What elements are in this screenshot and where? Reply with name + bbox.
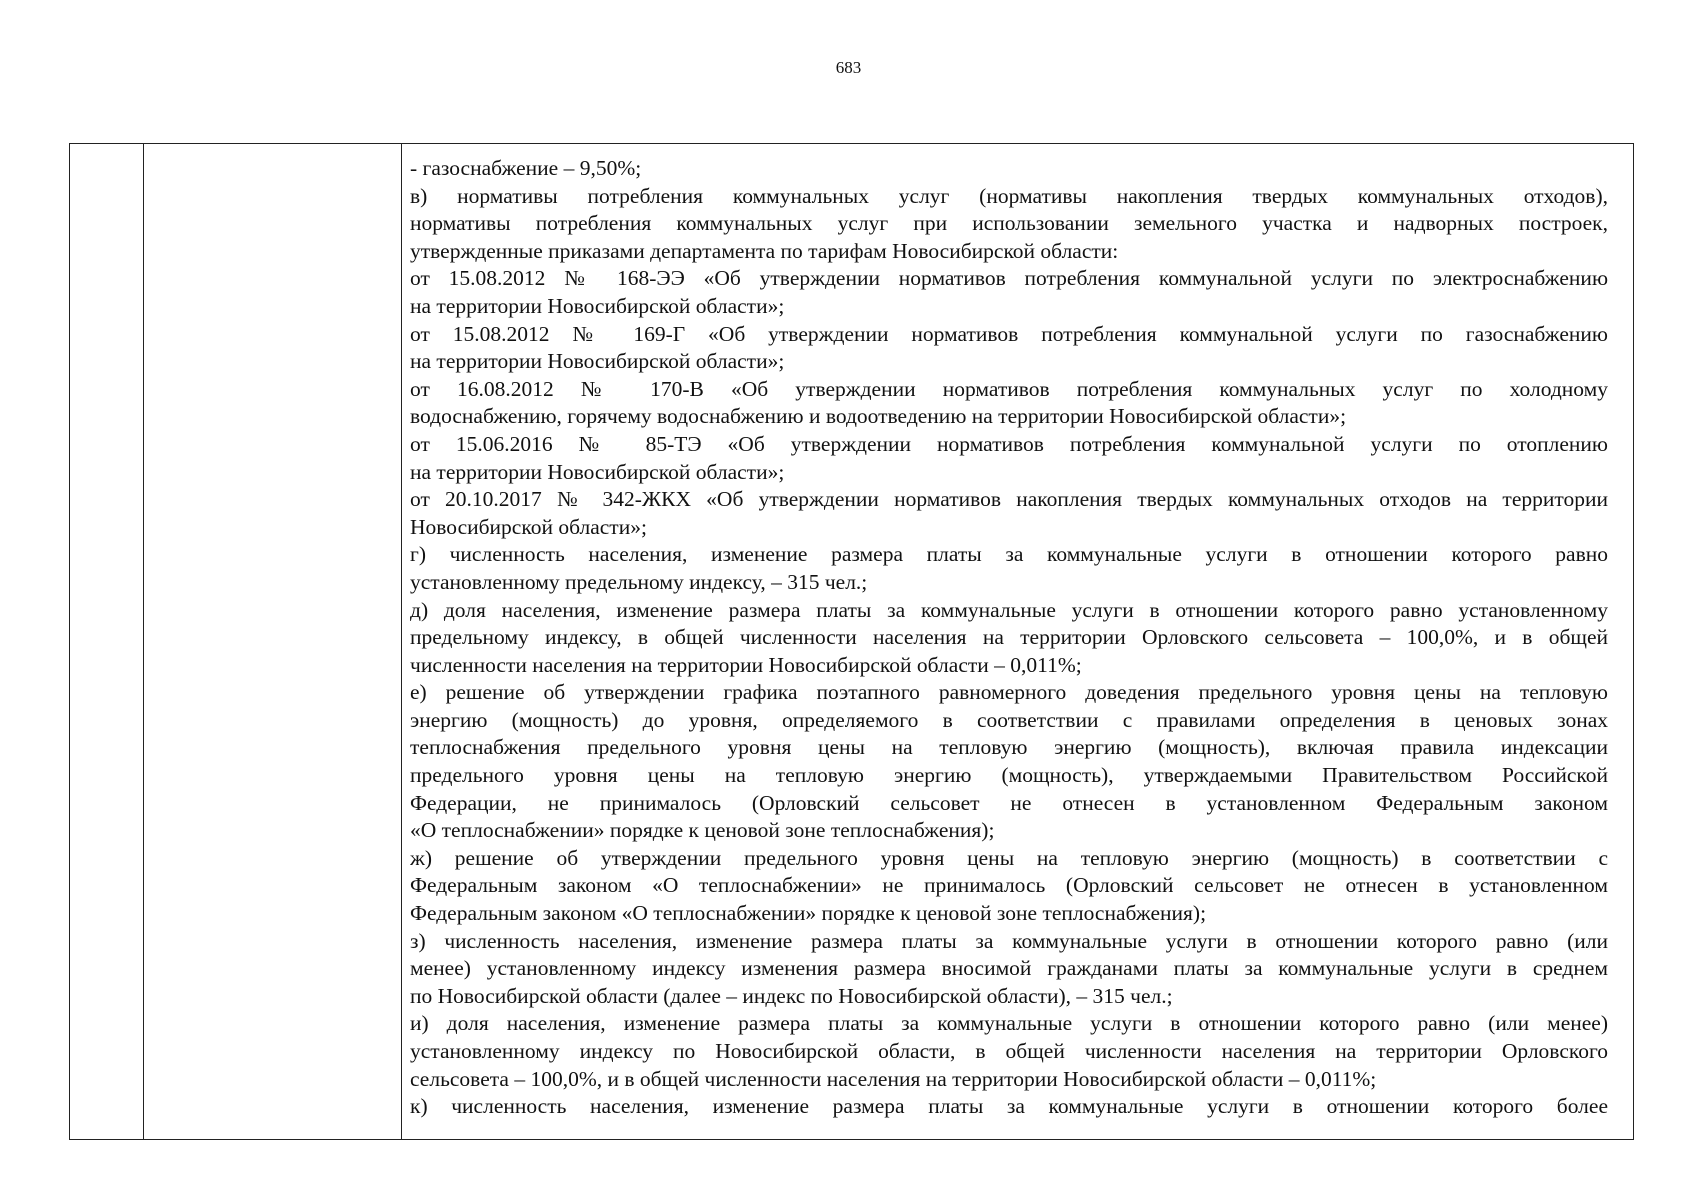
text-line: г) численность населения, изменение размера платы за коммунальные услуги в отношении которого равно xyxy=(410,542,1608,567)
text-line: к) численность населения, изменение размера платы за коммунальные услуги в отношении которого более xyxy=(410,1094,1608,1119)
text-line: е) решение об утверждении графика поэтапного равномерного доведения предельного уровня цены на тепловую xyxy=(410,680,1608,705)
text-line: по Новосибирской области (далее – индекс по Новосибирской области), – 315 чел.; xyxy=(410,983,1173,1008)
text-line: на территории Новосибирской области»; xyxy=(410,349,785,374)
text-line: от 15.08.2012 № 168-ЭЭ «Об утверждении нормативов потребления коммунальной услуги по электроснабжению xyxy=(410,266,1608,291)
text-line: теплоснабжения предельного уровня цены на тепловую энергию (мощность), включая правила индексации xyxy=(410,735,1608,760)
text-line: и) доля населения, изменение размера платы за коммунальные услуги в отношении которого равно (или менее) xyxy=(410,1011,1608,1036)
text-line: водоснабжению, горячему водоснабжению и водоотведению на территории Новосибирской области»; xyxy=(410,404,1347,429)
text-line: д) доля населения, изменение размера платы за коммунальные услуги в отношении которого равно установленному xyxy=(410,597,1608,622)
text-line: Новосибирской области»; xyxy=(410,514,647,539)
document-table xyxy=(69,143,1634,1140)
page-number: 683 xyxy=(835,58,862,77)
text-line: от 16.08.2012 № 170-В «Об утверждении нормативов потребления коммунальных услуг по холодному xyxy=(410,376,1608,401)
text-line: - газоснабжение – 9,50%; xyxy=(410,156,642,180)
text-line: от 15.06.2016 № 85-ТЭ «Об утверждении нормативов потребления коммунальной услуги по отоплению xyxy=(410,431,1608,456)
text-line: утвержденные приказами департамента по тарифам Новосибирской области: xyxy=(410,238,1119,263)
text-line: з) численность населения, изменение размера платы за коммунальные услуги в отношении которого равно (или xyxy=(410,928,1608,953)
text-line: установленному индексу по Новосибирской области, в общей численности населения на территории Орловского xyxy=(410,1039,1608,1063)
text-line: менее) установленному индексу изменения размера вносимой гражданами платы за коммунальные услуги в среднем xyxy=(410,956,1608,981)
text-line: «О теплоснабжении» порядке к ценовой зоне теплоснабжения); xyxy=(410,818,995,843)
text-line: установленному предельному индексу, – 315 чел.; xyxy=(410,569,868,594)
text-line: энергию (мощность) до уровня, определяемого в соответствии с правилами определения в ценовых зонах xyxy=(410,707,1608,732)
text-line: от 15.08.2012 № 169-Г «Об утверждении нормативов потребления коммунальной услуги по газоснабжению xyxy=(410,321,1608,346)
text-line: от 20.10.2017 № 342-ЖКХ «Об утверждении нормативов накопления твердых коммунальных отходов на территории xyxy=(410,487,1608,512)
column-divider-2 xyxy=(401,144,402,1139)
text-line: нормативы потребления коммунальных услуг при использовании земельного участка и надворных построек, xyxy=(410,211,1608,236)
text-line: ж) решение об утверждении предельного уровня цены на тепловую энергию (мощность) в соответствии с xyxy=(410,845,1608,870)
text-line: сельсовета – 100,0%, и в общей численности населения на территории Новосибирской области – 0,011%; xyxy=(410,1066,1377,1091)
column-divider-1 xyxy=(143,144,144,1139)
text-line: Федеральным законом «О теплоснабжении» порядке к ценовой зоне теплоснабжения); xyxy=(410,901,1207,926)
text-line: на территории Новосибирской области»; xyxy=(410,293,785,318)
text-line: численности населения на территории Новосибирской области – 0,011%; xyxy=(410,652,1082,677)
table-cell-text xyxy=(410,155,1608,1121)
text-line: Федеральным законом «О теплоснабжении» не принималось (Орловский сельсовет не отнесен в установленном xyxy=(410,873,1608,898)
text-line: Федерации, не принималось (Орловский сельсовет не отнесен в установленном Федеральным законом xyxy=(410,790,1608,815)
text-line: предельного уровня цены на тепловую энергию (мощность), утверждаемыми Правительством Российской xyxy=(410,763,1608,788)
text-line: в) нормативы потребления коммунальных услуг (нормативы накопления твердых коммунальных отходов), xyxy=(410,183,1608,208)
text-line: на территории Новосибирской области»; xyxy=(410,459,785,484)
text-line: предельному индексу, в общей численности населения на территории Орловского сельсовета – 100,0%, и в общей xyxy=(410,625,1608,650)
